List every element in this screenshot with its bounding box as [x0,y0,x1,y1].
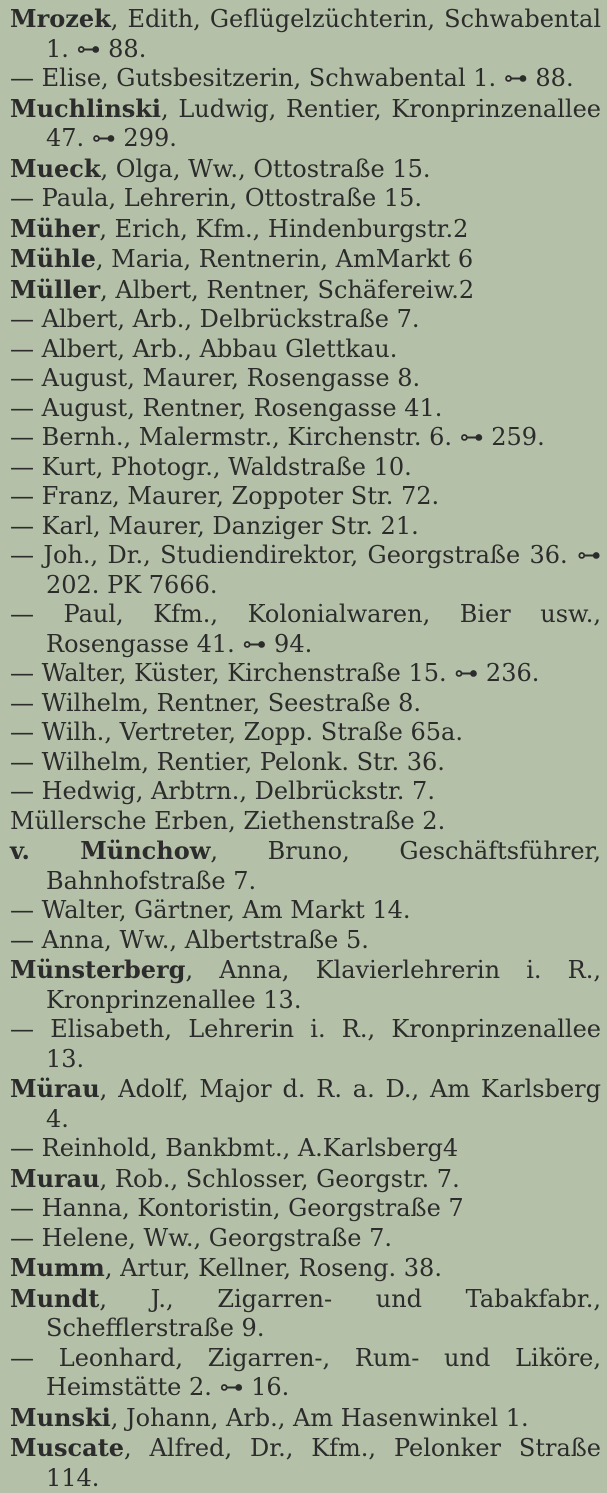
directory-subentry [10,64,601,94]
entry-surname: Murau [10,1163,100,1193]
directory-subentry [10,1015,601,1074]
entry-text: , Bruno, Geschäftsführer, Bahnhofstraße 7. [46,837,602,895]
entry-surname: Muchlinski [10,93,162,123]
entry-text: — Wilhelm, Rentier, Pelonk. Str. 36. [10,747,445,776]
directory-subentry [10,541,601,600]
entry-text: — Hanna, Kontoristin, Georgstraße 7 [10,1194,464,1222]
directory-entry [10,1403,601,1434]
entry-text: — Paula, Lehrerin, Ottostraße 15. [10,184,423,212]
entry-surname: Mumm [10,1253,105,1282]
directory-subentry [10,777,601,807]
directory-subentry [10,1344,601,1403]
entry-surname: Mrozek [10,4,111,33]
entry-text: , Alfred, Dr., Kfm., Pelonker Straße 114. [46,1434,601,1492]
directory-entry [10,807,601,837]
directory-subentry [10,600,601,659]
directory-subentry [10,305,601,335]
entry-text: — Karl, Maurer, Danziger Str. 21. [10,511,419,540]
directory-entry [10,4,601,64]
entry-text: , Erich, Kfm., Hindenburgstr.2 [99,214,469,243]
entry-text: , Anna, Klavierlehrerin i. R., Kronprinzenallee 13. [46,956,601,1014]
directory-entry [10,1164,601,1195]
entry-text: , J., Zigarren- und Tabakfabr., Schefflerstraße 9. [46,1284,601,1342]
directory-entry [10,1284,601,1344]
entry-text: , Ludwig, Rentier, Kronprinzenallee 47. ⊶ 299. [46,94,601,152]
directory-subentry [10,1194,601,1224]
directory-subentry [10,718,601,748]
entry-text: — August, Maurer, Rosengasse 8. [10,364,421,392]
directory-entry [10,1253,601,1284]
entry-text: , Maria, Rentnerin, AmMarkt 6 [95,245,474,273]
entry-surname: Münsterberg [10,955,186,984]
entry-text: , Johann, Arb., Am Hasenwinkel 1. [110,1403,529,1432]
directory-entry [10,836,601,896]
directory-entry [10,214,601,245]
directory-entry [10,154,601,185]
entry-text: — Helene, Ww., Georgstraße 7. [10,1223,392,1252]
entry-text: — Elisabeth, Lehrerin i. R., Kronprinzenallee 13. [10,1015,601,1073]
entry-text: — Albert, Arb., Delbrückstraße 7. [10,305,420,333]
directory-entry [10,1074,601,1134]
entry-text: — Wilh., Vertreter, Zopp. Straße 65a. [10,718,463,746]
directory-subentry [10,364,601,394]
entry-text: — August, Rentner, Rosengasse 41. [10,393,443,422]
entry-surname: Munski [10,1402,111,1432]
directory-entry [10,955,601,1015]
entry-text: — Walter, Küster, Kirchenstraße 15. ⊶ 236. [10,659,540,687]
entry-text: — Wilhelm, Rentner, Seestraße 8. [10,688,422,717]
directory-subentry [10,423,601,453]
entry-text: , Rob., Schlosser, Georgstr. 7. [99,1164,460,1193]
entry-text: — Bernh., Malermstr., Kirchenstr. 6. ⊶ 259. [10,423,545,451]
entry-surname: Mühle [10,244,96,273]
entry-text: — Kurt, Photogr., Waldstraße 10. [10,452,412,481]
directory-subentry [10,1224,601,1254]
directory-subentry [10,926,601,956]
directory-entry [10,275,601,306]
entry-surname: Muscate [10,1433,125,1462]
directory-subentry [10,482,601,512]
entry-surname: Müller [10,274,101,304]
entry-text: Müllersche Erben, Ziethenstraße 2. [10,806,446,835]
entry-text: , Olga, Ww., Ottostraße 15. [100,154,431,183]
entry-text: , Edith, Geflügelzüchterin, Schwabental 1. ⊶ 88. [46,5,601,63]
entry-text: — Paul, Kfm., Kolonialwaren, Bier usw., Rosengasse 41. ⊶ 94. [10,600,601,658]
directory-subentry [10,335,601,365]
entry-text: — Reinhold, Bankbmt., A.Karlsberg4 [10,1134,459,1162]
directory-entry [10,244,601,275]
entry-surname: Mundt [10,1283,100,1313]
entry-text: — Hedwig, Arbtrn., Delbrückstr. 7. [10,777,435,805]
directory-subentry [10,512,601,542]
entry-text: — Anna, Ww., Albertstraße 5. [10,925,369,954]
entry-text: , Adolf, Major d. R. a. D., Am Karlsberg 4. [46,1075,601,1133]
directory-subentry [10,394,601,424]
entry-surname: Müher [10,213,100,243]
entry-text: — Joh., Dr., Studiendirektor, Georgstraße 36. ⊶ 202. PK 7666. [10,541,601,599]
entry-text: — Walter, Gärtner, Am Markt 14. [10,896,411,924]
entry-text: — Elise, Gutsbesitzerin, Schwabental 1. ⊶ 88. [10,64,574,92]
directory-entry [10,1433,601,1493]
directory-subentry [10,689,601,719]
entry-text: — Franz, Maurer, Zoppoter Str. 72. [10,482,440,510]
directory-subentry [10,748,601,778]
entry-text: — Leonhard, Zigarren-, Rum- und Liköre, Heimstätte 2. ⊶ 16. [10,1343,601,1401]
entry-surname: Mueck [10,153,101,183]
entry-text: , Albert, Rentner, Schäfereiw.2 [100,275,475,304]
directory-subentry [10,184,601,214]
directory-subentry [10,453,601,483]
directory-subentry [10,1134,601,1164]
entry-text: — Albert, Arb., Abbau Glettkau. [10,334,398,363]
entry-surname: v. Münchow [10,836,211,865]
entry-text: , Artur, Kellner, Roseng. 38. [104,1254,442,1282]
directory-subentry [10,659,601,689]
directory-entry [10,94,601,154]
directory-subentry [10,896,601,926]
entry-surname: Mürau [10,1074,100,1103]
